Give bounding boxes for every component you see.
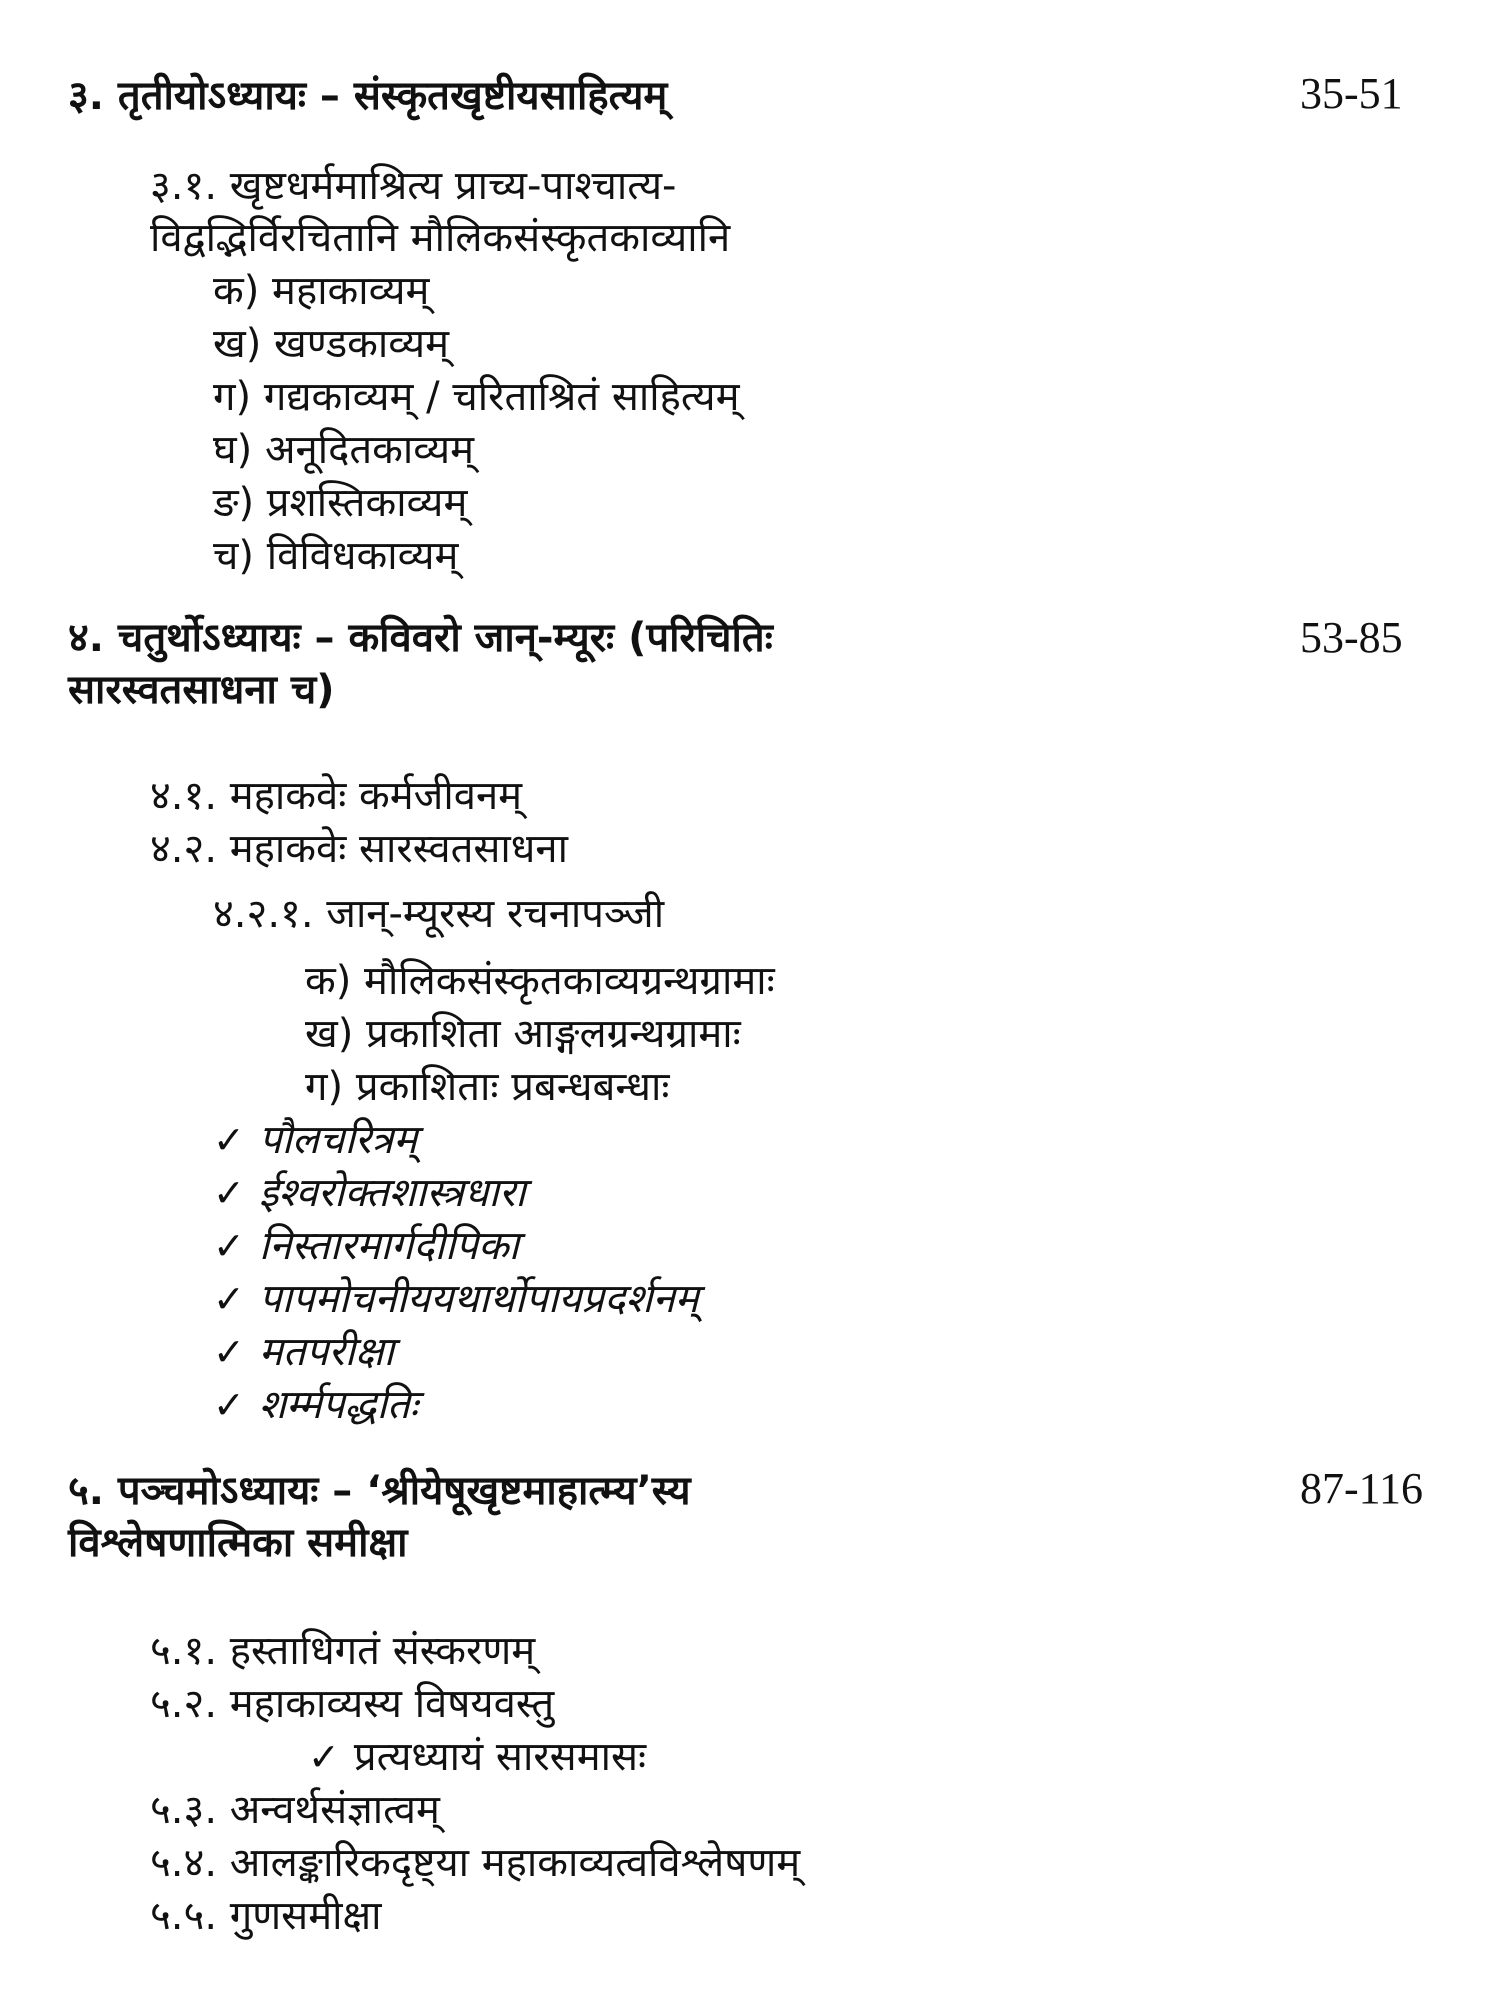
- section-4-2-1: ४.२.१. जान्-म्यूरस्य रचनापञ्जी: [213, 891, 665, 937]
- chapter-4-title-line2: सारस्वतसाधना च): [68, 667, 335, 713]
- checked-item-text: निस्तारमार्गदीपिका: [258, 1223, 520, 1269]
- section-3-1-line2: विद्वद्भिर्विरचितानि मौलिकसंस्कृतकाव्यानि: [150, 215, 731, 261]
- chapter-4-title-line1: ४. चतुर्थोऽध्यायः – कविवरो जान्-म्यूरः (परिचितिः: [68, 615, 773, 661]
- checked-list-item: [213, 1114, 417, 1166]
- section-5-1: ५.१. हस्ताधिगतं संस्करणम्: [150, 1628, 536, 1674]
- checked-item-text: पौलचरित्रम्: [258, 1117, 418, 1163]
- checkmark-icon: ✓: [308, 1735, 340, 1779]
- chapter-5-title-line1: ५. पञ्चमोऽध्यायः – ‘श्रीयेषूखृष्टमाहात्म्य’स्य: [68, 1468, 691, 1514]
- section-5-3: ५.३. अन्वर्थसंज्ञात्वम्: [150, 1787, 440, 1833]
- chapter-3-item: ग) गद्यकाव्यम् / चरिताश्रितं साहित्यम्: [213, 374, 740, 420]
- checked-item-text: ईश्वरोक्तशास्त्रधारा: [258, 1170, 526, 1216]
- chapter-3-item: क) महाकाव्यम्: [213, 268, 430, 314]
- checked-list-item: [213, 1273, 699, 1325]
- section-5-4: ५.४. आलङ्कारिकदृष्ट्या महाकाव्यत्वविश्लेषणम्: [150, 1840, 801, 1886]
- checked-list-item: [213, 1167, 526, 1219]
- chapter-3-item: ङ) प्रशस्तिकाव्यम्: [213, 480, 468, 526]
- section-4-2: ४.२. महाकवेः सारस्वतसाधना: [150, 826, 568, 872]
- chapter-3-pages: 35-51: [1300, 69, 1403, 118]
- chapter-3-title: ३. तृतीयोऽध्यायः – संस्कृतखृष्टीयसाहित्यम्: [68, 73, 668, 119]
- section-3-1-line1: ३.१. खृष्टधर्ममाश्रित्य प्राच्य-पाश्चात्य-: [150, 163, 677, 209]
- chapter-4-sub-item: ख) प्रकाशिता आङ्गलग्रन्थग्रामाः: [305, 1011, 741, 1057]
- chapter-4-sub-item: ग) प्रकाशिताः प्रबन्धबन्धाः: [305, 1064, 670, 1110]
- section-5-2-checked-item: [308, 1731, 646, 1783]
- chapter-4-pages: 53-85: [1300, 613, 1403, 662]
- chapter-3-item: च) विविधकाव्यम्: [213, 533, 459, 579]
- checked-list-item: [213, 1326, 394, 1378]
- checkmark-icon: ✓: [213, 1224, 245, 1268]
- checkmark-icon: ✓: [213, 1330, 245, 1374]
- section-5-2: ५.२. महाकाव्यस्य विषयवस्तु: [150, 1681, 555, 1727]
- checkmark-icon: ✓: [213, 1383, 245, 1427]
- checked-item-text: पापमोचनीययथार्थोपायप्रदर्शनम्: [258, 1276, 699, 1322]
- checkmark-icon: ✓: [213, 1118, 245, 1162]
- chapter-4-sub-item: क) मौलिकसंस्कृतकाव्यग्रन्थग्रामाः: [305, 958, 775, 1004]
- checked-item-text: मतपरीक्षा: [258, 1329, 395, 1375]
- checked-list-item: [213, 1220, 519, 1272]
- checked-item-text: शर्म्मपद्धतिः: [258, 1382, 418, 1428]
- chapter-5-title-line2: विश्लेषणात्मिका समीक्षा: [68, 1520, 408, 1566]
- section-5-5: ५.५. गुणसमीक्षा: [150, 1893, 382, 1939]
- chapter-5-pages: 87-116: [1300, 1464, 1424, 1513]
- chapter-3-item: ख) खण्डकाव्यम्: [213, 321, 450, 367]
- checked-list-item: [213, 1379, 418, 1431]
- section-4-1: ४.१. महाकवेः कर्मजीवनम्: [150, 773, 523, 819]
- checkmark-icon: ✓: [213, 1171, 245, 1215]
- chapter-3-item: घ) अनूदितकाव्यम्: [213, 427, 475, 473]
- checked-item-text: प्रत्यध्यायं सारसमासः: [353, 1734, 647, 1780]
- checkmark-icon: ✓: [213, 1277, 245, 1321]
